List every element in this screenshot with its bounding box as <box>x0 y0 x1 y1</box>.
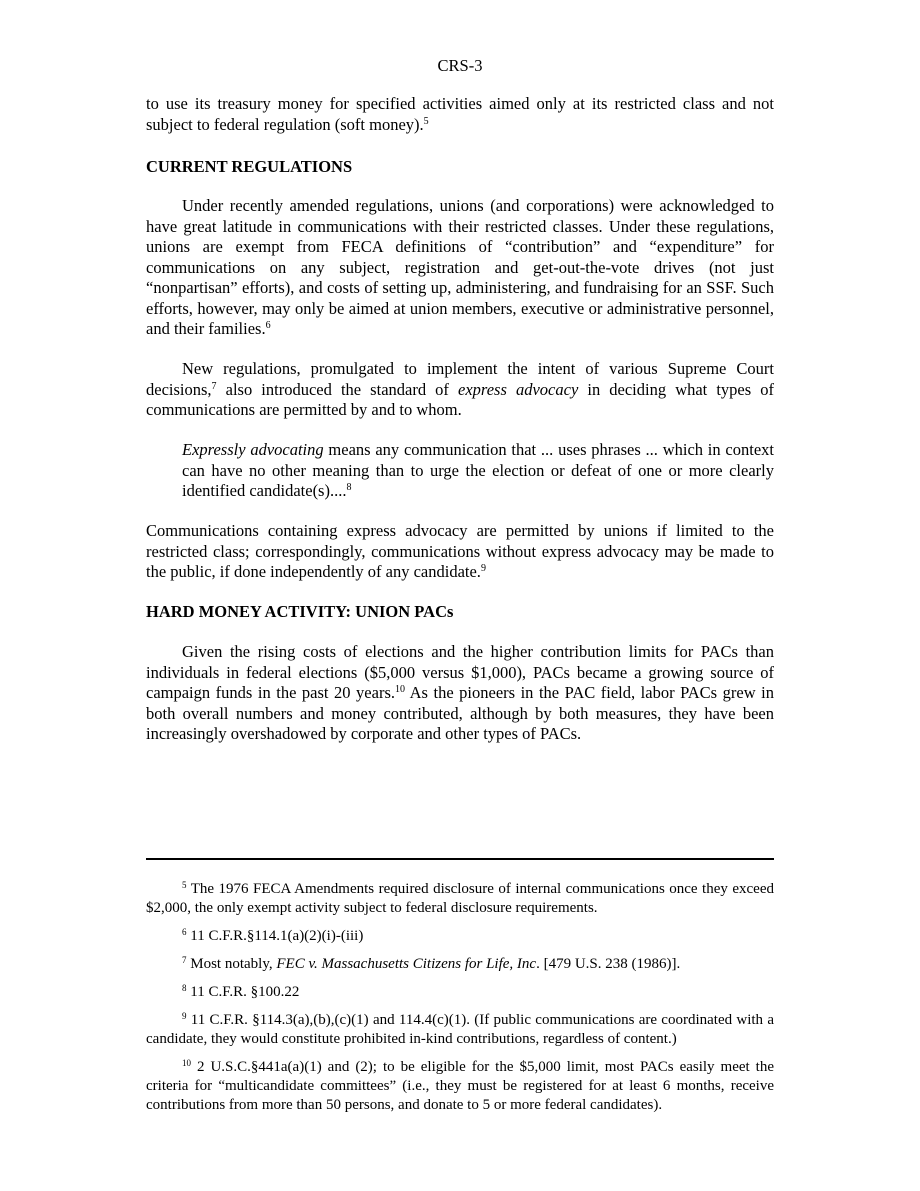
paragraph-pacs <box>146 642 774 745</box>
paragraph-text-b: also introduced the standard of <box>216 379 459 399</box>
page-header: CRS-3 <box>437 56 483 75</box>
footnote-8 <box>146 983 774 1002</box>
paragraph-text-c: in deciding what types of communications are permitted by and to whom. <box>146 379 775 419</box>
footnote-divider <box>146 858 774 860</box>
case-citation: FEC v. Massachusetts Citizens for Life, Inc <box>276 956 537 972</box>
footnote-6 <box>146 927 774 946</box>
paragraph-text-b: As the pioneers in the PAC field, labor PACs grew in both overall numbers and money contributed, although by both measures, they have been increasingly overshadowed by corporate and other types of PACs. <box>146 683 774 743</box>
footnote-number: 10 <box>182 1058 191 1068</box>
footnote-number: 8 <box>182 983 187 993</box>
footnote-ref-6[interactable]: 6 <box>265 320 271 331</box>
quote-emphasis: Expressly advocating <box>182 440 324 459</box>
paragraph-text: Under recently amended regulations, unions (and corporations) were acknowledged to have great latitude in communications with their restricted classes. Under these regulations, unions are exempt from FECA definitions of “contribution” and “expenditure” for communications on any subject, registration and get-out-the-vote drives (not just “nonpartisan” efforts), and costs of setting up, administering, and fundraising for an SSF. Such efforts, however, may only be aimed at union members, executive or administrative personnel, and their families. <box>146 196 774 338</box>
footnote-text: The 1976 FECA Amendments required disclosure of internal communications once they exceed $2,000, the only exempt activity subject to federal disclosure requirements. <box>146 881 774 916</box>
paragraph-text-a: New regulations, promulgated to implement the intent of various Supreme Court decisions, <box>146 359 774 399</box>
footnote-number: 6 <box>182 927 187 937</box>
footnote-5 <box>146 880 774 918</box>
footnote-text-b: . [479 U.S. 238 (1986)]. <box>536 956 681 972</box>
section-heading: HARD MONEY ACTIVITY: UNION PACs <box>146 602 454 621</box>
footnote-text: 2 U.S.C.§441a(a)(1) and (2); to be eligible for the $5,000 limit, most PACs easily meet the criteria for “multicandidate committees” (i.e., they must be registered for at least 6 months, receive contributions from more than 50 persons, and donate to 5 or more federal candidates). <box>146 1059 774 1113</box>
footnote-text-a: Most notably, <box>186 956 277 972</box>
intro-paragraph <box>146 94 774 135</box>
footnote-text: 11 C.F.R. §100.22 <box>186 984 300 1000</box>
footnote-number: 5 <box>182 880 187 890</box>
footnote-7 <box>146 955 774 974</box>
intro-text: to use its treasury money for specified activities aimed only at its restricted class and not subject to federal regulation (soft money). <box>146 94 774 134</box>
footnote-ref-10[interactable]: 10 <box>395 684 405 695</box>
footnote-ref-9[interactable]: 9 <box>480 563 486 574</box>
quote-text: means any communication that ... uses phrases ... which in context can have no other meaning than to urge the election or defeat of one or more clearly identified candidate(s).... <box>182 440 774 500</box>
footnote-number: 9 <box>182 1011 187 1021</box>
emphasis-express-advocacy: express advocacy <box>458 379 579 399</box>
paragraph-text: Communications containing express advocacy are permitted by unions if limited to the restricted class; correspondingly, communications without express advocacy may be made to the public, if done independently of any candidate. <box>146 521 774 581</box>
footnote-9 <box>146 1011 774 1049</box>
footnote-text: 11 C.F.R. §114.3(a),(b),(c)(1) and 114.4(c)(1). (If public communications are coordinated with a candidate, they would constitute prohibited in-kind contributions, regardless of content.) <box>146 1012 774 1047</box>
paragraph-communications <box>146 521 774 583</box>
footnote-10 <box>146 1058 774 1115</box>
paragraph-text-a: Given the rising costs of elections and the higher contribution limits for PACs than individuals in federal elections ($5,000 versus $1,000), PACs became a growing source of campaign funds in the past 20 years. <box>146 642 774 702</box>
footnote-text: 11 C.F.R.§114.1(a)(2)(i)-(iii) <box>186 928 364 944</box>
footnote-ref-8[interactable]: 8 <box>346 482 352 493</box>
section-heading: CURRENT REGULATIONS <box>146 157 353 176</box>
paragraph-regulations <box>146 196 774 340</box>
block-quote <box>182 440 774 502</box>
footnote-number: 7 <box>182 955 187 965</box>
paragraph-new-regulations <box>146 359 774 421</box>
section-current-regulations <box>146 157 774 177</box>
section-hard-money <box>146 602 774 622</box>
footnote-ref-7[interactable]: 7 <box>211 380 217 392</box>
footnote-ref-5[interactable]: 5 <box>423 115 429 127</box>
